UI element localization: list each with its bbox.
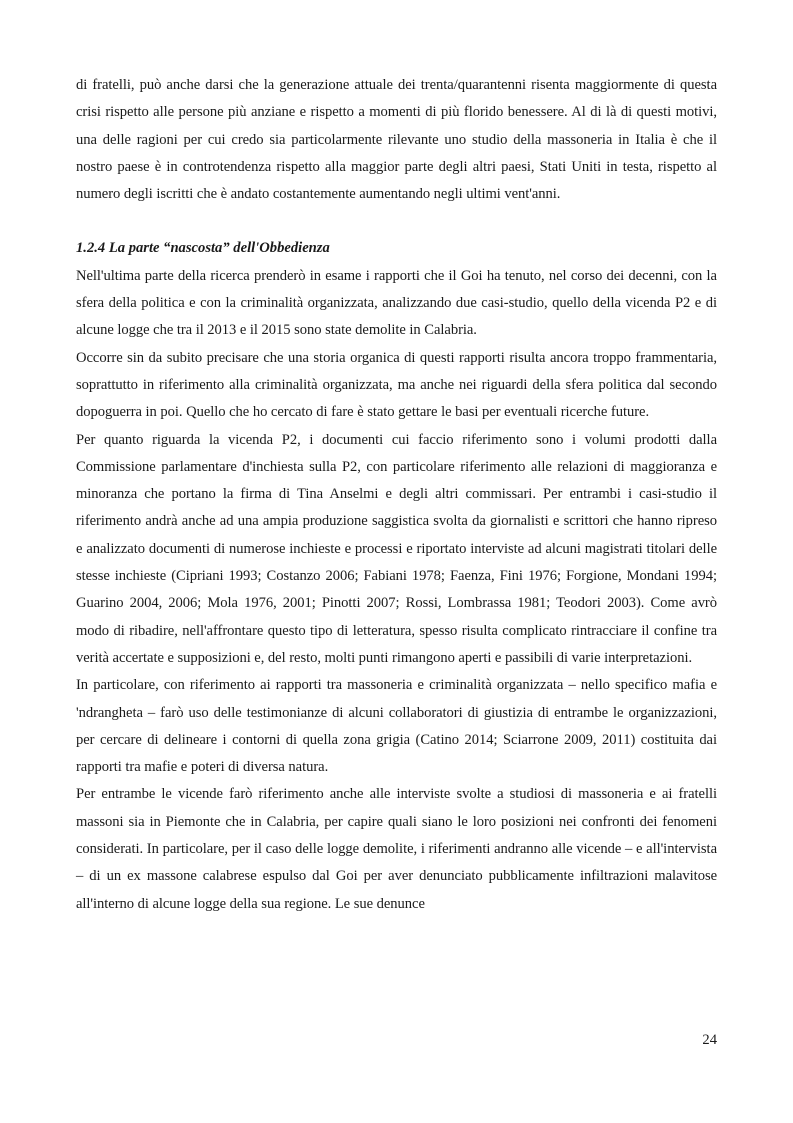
paragraph-4: Per quanto riguarda la vicenda P2, i documenti cui faccio riferimento sono i volumi prodotti dalla Commissione parlamentare d'inchiesta sulla P2, con particolare riferimento alle relazioni di maggioranza e minoranza che portano la firma di Tina Anselmi e degli altri commissari. Per entrambi i casi-studio il riferimento andrà anche ad una ampia produzione saggistica svolta da giornalisti e scrittori che hanno ripreso e analizzato documenti di numerose inchieste e processi e riportato interviste ad alcuni magistrati titolari delle stesse inchieste (Cipriani 1993; Costanzo 2006; Fabiani 1978; Faenza, Fini 1976; Forgione, Mondani 1994; Guarino 2004, 2006; Mola 1976, 2001; Pinotti 2007; Rossi, Lombrassa 1981; Teodori 2003). Come avrò modo di ribadire, nell'affrontare questo tipo di letteratura, spesso risulta complicato rintracciare il confine tra verità accertate e supposizioni e, del resto, molti punti rimangono aperti e passibili di varie interpretazioni. xyxy=(76,431,717,666)
section-heading: 1.2.4 La parte “nascosta” dell'Obbedienza xyxy=(76,240,330,257)
page-number: 24 xyxy=(702,1032,717,1048)
paragraph-1: di fratelli, può anche darsi che la generazione attuale dei trenta/quarantenni risenta maggiormente di questa crisi rispetto alle persone più anziane e rispetto a momenti di più florido benessere. Al di là di questi motivi, una delle ragioni per cui credo sia particolarmente rilevante uno studio della massoneria in Italia è che il nostro paese è in controtendenza rispetto alla maggior parte degli altri paesi, Stati Uniti in testa, rispetto al numero degli iscritti che è andato costantemente aumentando negli ultimi vent'anni. xyxy=(76,77,717,203)
section-spacer xyxy=(76,208,717,235)
body-text xyxy=(76,72,717,918)
paragraph-3: Occorre sin da subito precisare che una storia organica di questi rapporti risulta ancora troppo frammentaria, soprattutto in riferimento alla criminalità organizzata, ma anche nei riguardi della sfera politica dal secondo dopoguerra in poi. Quello che ho cercato di fare è stato gettare le basi per eventuali ricerche future. xyxy=(76,349,717,421)
paragraph-2: Nell'ultima parte della ricerca prenderò in esame i rapporti che il Goi ha tenuto, nel corso dei decenni, con la sfera della politica e con la criminalità organizzata, analizzando due casi-studio, quello della vicenda P2 e di alcune logge che tra il 2013 e il 2015 sono state demolite in Calabria. xyxy=(76,267,717,339)
paragraph-6: Per entrambe le vicende farò riferimento anche alle interviste svolte a studiosi di massoneria e ai fratelli massoni sia in Piemonte che in Calabria, per capire quali siano le loro posizioni nei confronti dei fenomeni considerati. In particolare, per il caso delle logge demolite, i riferimenti andranno alle vicende – e all'intervista – di un ex massone calabrese espulso dal Goi per aver denunciato pubblicamente infiltrazioni malavitose all'interno di alcune logge della sua regione. Le sue denunce xyxy=(76,786,717,912)
paragraph-5: In particolare, con riferimento ai rapporti tra massoneria e criminalità organizzata – nello specifico mafia e 'ndrangheta – farò uso delle testimonianze di alcuni collaboratori di giustizia di entrambe le organizzazioni, per cercare di delineare i contorni di quella zona grigia (Catino 2014; Sciarrone 2009, 2011) costituita dai rapporti tra mafie e poteri di diversa natura. xyxy=(76,677,717,776)
